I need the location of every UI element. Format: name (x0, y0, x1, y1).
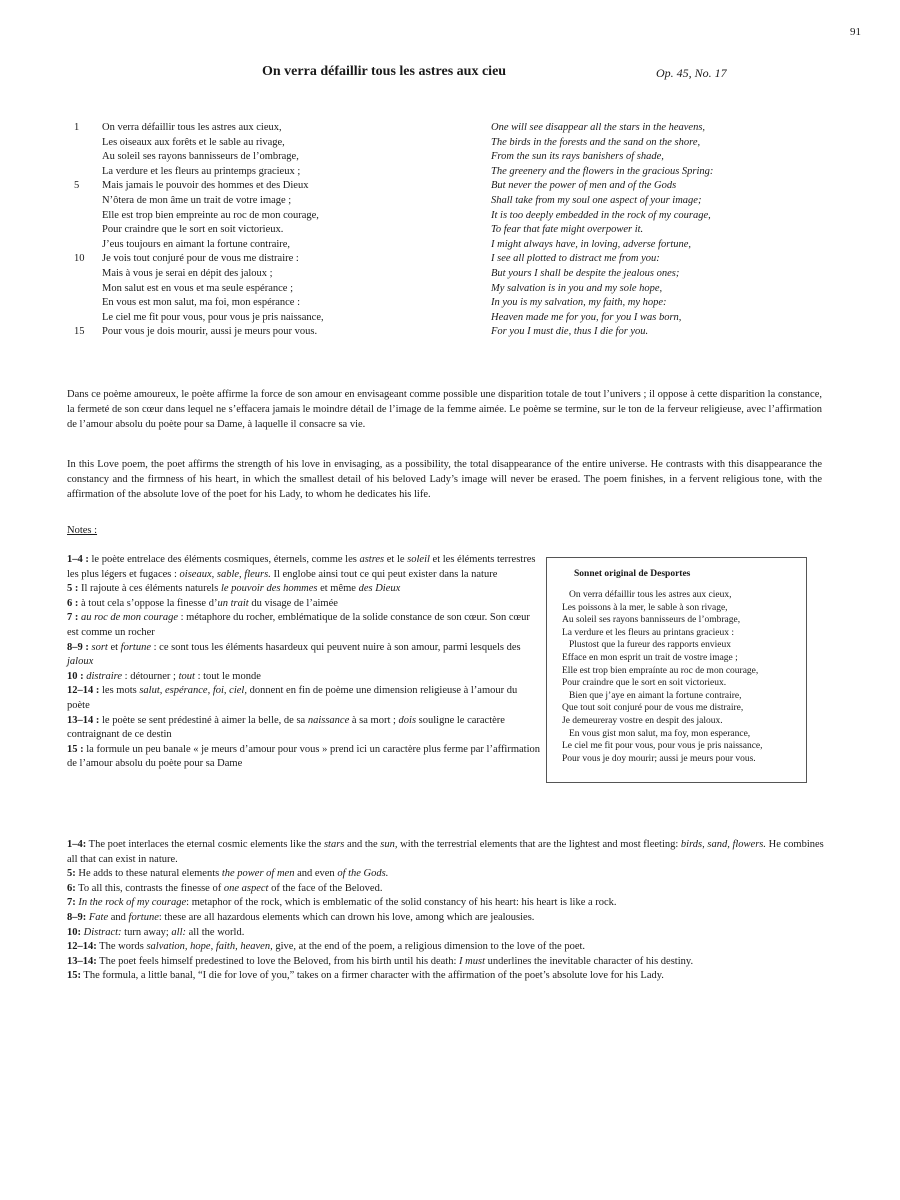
poem-line-fr: En vous est mon salut, ma foi, mon espérance : (102, 297, 300, 309)
note-number: 13–14: (67, 955, 97, 967)
page-title: On verra défaillir tous les astres aux cieu (262, 64, 507, 79)
note-text: à sa mort ; (349, 714, 399, 726)
note-fr (67, 553, 542, 582)
note-number: 1–4: (67, 839, 87, 850)
note-fr (67, 582, 542, 597)
note-fr (67, 684, 542, 713)
line-number (74, 165, 94, 180)
note-text: à tout cela s’oppose la finesse d’ (78, 597, 218, 609)
poem-line-fr: Pour craindre que le sort en soit victorieux. (102, 224, 284, 236)
note-emphasis: dois (398, 714, 417, 726)
note-number: 10: (67, 926, 81, 938)
note-text: souligne le caractère contraignant de ce destin (67, 714, 505, 741)
sonnet-line: Que tout soit conjuré pour de vous me distraire, (562, 703, 744, 714)
note-emphasis: of the Gods. (337, 868, 389, 880)
note-text: le poète se sent prédestiné à aimer la belle, de sa (99, 714, 308, 726)
note-text: The poet feels himself predestined to love the Beloved, from his birth until his death: (96, 955, 460, 967)
note-text: To all this, contrasts the finesse of (75, 882, 224, 894)
note-number: 7: (67, 897, 76, 909)
note-text: Il rajoute à ces éléments naturels (78, 583, 221, 595)
note-emphasis: fortune (128, 911, 159, 923)
poem-english (491, 121, 871, 340)
note-number: 15: (67, 970, 81, 982)
note-text: : tout le monde (194, 670, 261, 682)
note-emphasis: oiseaux, sable, fleurs. (179, 568, 271, 580)
note-text: and even (294, 868, 338, 880)
note-text: et le (384, 554, 408, 565)
poem-line-fr: Au soleil ses rayons bannisseurs de l’ombrage, (102, 151, 299, 163)
line-numbers (74, 121, 94, 340)
note-number: 10 : (67, 670, 84, 682)
note-emphasis: In the rock of my courage (78, 897, 187, 909)
note-emphasis: tout (178, 670, 195, 682)
poem-line-en: But yours I shall be despite the jealous ones; (491, 267, 680, 279)
note-emphasis: astres (359, 554, 385, 565)
line-number (74, 238, 94, 253)
note-emphasis: birds, sand, flowers. (680, 839, 767, 850)
line-number: 1 (74, 122, 80, 133)
poem-line-en: Shall take from my soul one aspect of your image; (491, 194, 702, 206)
note-text: du visage de l’aimée (248, 597, 338, 609)
note-text: turn away; (121, 926, 172, 938)
line-number (74, 194, 94, 209)
note-emphasis: le pouvoir des hommes (220, 583, 318, 595)
poem-line-fr: N’ôtera de mon âme un trait de votre image ; (102, 194, 292, 206)
commentary-english: In this Love poem, the poet affirms the strength of his love in envisaging, as a possibility, the total disappearance of the entire universe. He contrasts with this disappearance the constancy and the firmness of his heart, in which the smallest detail of his beloved Lady’s image will never be erased. The poem finishes, in a fervent religious tone, with the affirmation of the absolute love of the poet for his Lady, to whom he dedicates his life. (67, 459, 822, 500)
poem-line-fr: J’eus toujours en aimant la fortune contraire, (102, 238, 291, 250)
line-number (74, 209, 94, 224)
note-text: : ce sont tous les éléments hasardeux qui peuvent nuire à son amour, parmi lesquels des (151, 641, 521, 653)
poem-line-fr: Les oiseaux aux forêts et le sable au rivage, (102, 136, 285, 148)
note-emphasis: un trait (217, 597, 249, 609)
note-fr (67, 743, 542, 772)
note-text: with the terrestrial elements that are the lightest and most fleeting: (397, 839, 681, 850)
notes-heading: Notes : (67, 525, 98, 536)
note-number: 6: (67, 882, 76, 894)
note-en (67, 969, 827, 984)
note-fr (67, 611, 542, 640)
note-emphasis: salvation, hope, faith, heaven, (146, 941, 273, 953)
note-emphasis: distraire (86, 670, 123, 682)
sonnet-heading: Sonnet original de Desportes (574, 569, 691, 579)
note-emphasis: one aspect (223, 882, 269, 894)
poem-line-fr: Mais jamais le pouvoir des hommes et des Dieux (102, 180, 309, 192)
poem-line-fr: Je vois tout conjuré pour de vous me distraire : (102, 253, 299, 265)
sonnet-line: Les poissons à la mer, le sable à son rivage, (562, 602, 728, 613)
note-number: 6 : (67, 597, 79, 609)
poem-line-en: The greenery and the flowers in the gracious Spring: (491, 165, 714, 177)
line-number (74, 223, 94, 238)
note-number: 5 : (67, 583, 79, 595)
line-number (74, 296, 94, 311)
note-en (67, 911, 827, 926)
poem-line-en: I might always have, in loving, adverse fortune, (491, 238, 692, 250)
note-emphasis: stars (323, 839, 345, 850)
poem-line-fr: Pour vous je dois mourir, aussi je meurs pour vous. (102, 326, 318, 338)
poem-line-fr: Mais à vous je serai en dépit des jaloux ; (102, 267, 273, 279)
note-number: 8–9 : (67, 641, 89, 653)
opus-number: Op. 45, No. 17 (656, 66, 727, 80)
note-number: 8–9: (67, 911, 87, 923)
poem-line-en: To fear that fate might overpower it. (491, 224, 644, 236)
note-text: give, at the end of the poem, a religious dimension to the love of the poet. (272, 941, 586, 953)
sonnet-line: Pour craindre que le sort en soit victorieux. (562, 678, 727, 689)
note-text: The formula, a little banal, “I die for love of you,” takes on a firmer character with the affirmation of the poet’s absolute love for his Lady. (81, 970, 664, 982)
note-text: et (107, 641, 121, 653)
poem-line-fr: Elle est trop bien empreinte au roc de mon courage, (102, 209, 319, 221)
notes-english (67, 838, 827, 984)
note-number: 12–14 : (67, 685, 100, 697)
note-en (67, 926, 827, 941)
note-text: He adds to these natural elements (75, 868, 222, 880)
poem-line-fr: On verra défaillir tous les astres aux cieux, (102, 122, 282, 133)
note-emphasis: salut, espérance, foi, ciel, (139, 685, 247, 697)
poem-line-en: One will see disappear all the stars in the heavens, (491, 122, 706, 133)
note-number: 5: (67, 868, 76, 880)
note-emphasis: all: (171, 926, 187, 938)
poem-line-fr: La verdure et les fleurs au printemps gracieux ; (102, 165, 301, 177)
note-text: The words (96, 941, 147, 953)
note-number: 1–4 : (67, 554, 89, 565)
line-number: 15 (74, 326, 85, 338)
note-emphasis: fortune (120, 641, 152, 653)
poem-line-en: Heaven made me for you, for you I was born, (491, 311, 682, 323)
note-number: 13–14 : (67, 714, 100, 726)
note-text: la formule un peu banale « je meurs d’amour pour vous » prend ici un caractère plus ferme par l’affirmation de l’amour absolu du poète pour sa Dame (67, 743, 541, 770)
poem-line-en: From the sun its rays banishers of shade, (491, 151, 664, 163)
commentary-french: Dans ce poème amoureux, le poète affirme la force de son amour en envisageant comme possible une disparition totale de tout l’univers ; il oppose à cette disparition la constance, la fermeté de son cœur dans lequel ne s’effacera jamais le moindre détail de l’image de la femme aimée. Le poème se termine, sur le ton de la ferveur religieuse, avec l’affirmation de l’amour absolu du poète pour sa Dame, à laquelle il consacre sa vie. (67, 389, 822, 430)
poem-line-en: For you I must die, thus I die for you. (491, 326, 649, 338)
note-text: et même (317, 583, 359, 595)
note-text: and (108, 911, 129, 923)
sonnet-line: Au soleil ses rayons bannisseurs de l’ombrage, (562, 615, 741, 626)
sonnet-line: Le ciel me fit pour vous, pour vous je pris naissance, (562, 741, 763, 752)
note-text: : these are all hazardous elements which can drown his love, among which are jealousies. (158, 911, 535, 923)
note-emphasis: Distract: (83, 926, 122, 938)
note-en (67, 838, 827, 867)
poem-line-en: In you is my salvation, my faith, my hope: (491, 297, 667, 309)
note-text: The poet interlaces the eternal cosmic elements like the (86, 839, 324, 850)
note-emphasis: sun, (380, 839, 398, 850)
poem-french (102, 121, 482, 340)
note-number: 7 : (67, 612, 79, 624)
note-emphasis: soleil (407, 554, 430, 565)
note-en (67, 896, 827, 911)
line-number (74, 282, 94, 297)
note-text: donnent en fin de poème une dimension religieuse à l’amour du poète (67, 685, 518, 711)
line-number (74, 267, 94, 282)
line-number (74, 150, 94, 165)
note-emphasis: naissance (307, 714, 350, 726)
note-fr (67, 714, 542, 743)
sonnet-line: Je demeureray vostre en despit des jaloux. (562, 715, 723, 726)
note-en (67, 955, 827, 970)
line-number: 5 (74, 180, 80, 192)
note-text: and the (344, 839, 381, 850)
sonnet-line: La verdure et les fleurs au printans gracieux : (562, 627, 734, 638)
sonnet-lines (562, 589, 802, 765)
note-number: 15 : (67, 743, 84, 755)
line-number: 10 (74, 253, 85, 265)
note-emphasis: jaloux (67, 656, 94, 668)
note-text: He combines all that can exist in nature. (67, 839, 824, 865)
poem-line-fr: Le ciel me fit pour vous, pour vous je pris naissance, (102, 311, 324, 323)
note-emphasis: Fate (88, 911, 109, 923)
note-fr (67, 597, 542, 612)
note-text: : détourner ; (122, 670, 179, 682)
page-number: 91 (850, 26, 861, 38)
note-emphasis: des Dieux (358, 583, 401, 595)
line-number (74, 311, 94, 326)
note-text: le poète entrelace des éléments cosmiques, éternels, comme les (88, 554, 360, 565)
poem-line-en: But never the power of men and of the Gods (491, 180, 677, 192)
sonnet-line: Bien que j’aye en aimant la fortune contraire, (569, 690, 742, 701)
poem-line-en: My salvation is in you and my sole hope, (491, 282, 663, 294)
note-emphasis: I must (459, 955, 485, 967)
note-emphasis: au roc de mon courage (81, 612, 179, 624)
note-text: : metaphor of the rock, which is emblematic of the solid constancy of his heart: his heart is like a rock. (186, 897, 617, 909)
poem-line-fr: Mon salut est en vous et ma seule espérance ; (102, 282, 293, 294)
sonnet-line: Elle est trop bien empraínte au roc de mon courage, (562, 665, 759, 676)
note-text: of the face of the Beloved. (268, 882, 383, 894)
notes-french (67, 553, 542, 772)
note-number: 12–14: (67, 941, 97, 953)
note-emphasis: the power of men (221, 868, 295, 880)
poem-line-en: It is too deeply embedded in the rock of my courage, (491, 209, 711, 221)
note-text: : métaphore du rocher, emblématique de la solide constance de son cœur. Son cœur est comme un rocher (67, 612, 530, 638)
sonnet-line: Plustost que la fureur des rapports envieux (569, 640, 731, 651)
note-fr (67, 670, 542, 685)
poem-line-en: I see all plotted to distract me from you: (491, 253, 660, 265)
note-en (67, 882, 827, 897)
note-text: les mots (99, 685, 140, 697)
note-text: Il englobe ainsi tout ce qui peut exister dans la nature (270, 568, 498, 580)
note-text: et les éléments terrestres les plus légers et fugaces : (67, 554, 536, 580)
sonnet-line: Pour vous je doy mourir; aussi je meurs pour vous. (562, 753, 756, 764)
sonnet-line: On verra défaillir tous les astres aux cieux, (569, 590, 732, 600)
line-number (74, 136, 94, 151)
poem-line-en: The birds in the forests and the sand on the shore, (491, 136, 701, 148)
sonnet-line: Efface en mon esprit un trait de vostre image ; (562, 652, 738, 663)
note-en (67, 940, 827, 955)
note-text: underlines the inevitable character of his destiny. (485, 955, 694, 967)
note-fr (67, 641, 542, 670)
note-text: all the world. (186, 926, 245, 938)
note-emphasis: sort (91, 641, 108, 653)
note-en (67, 867, 827, 882)
sonnet-line: En vous gist mon salut, ma foy, mon esperance, (569, 728, 751, 739)
